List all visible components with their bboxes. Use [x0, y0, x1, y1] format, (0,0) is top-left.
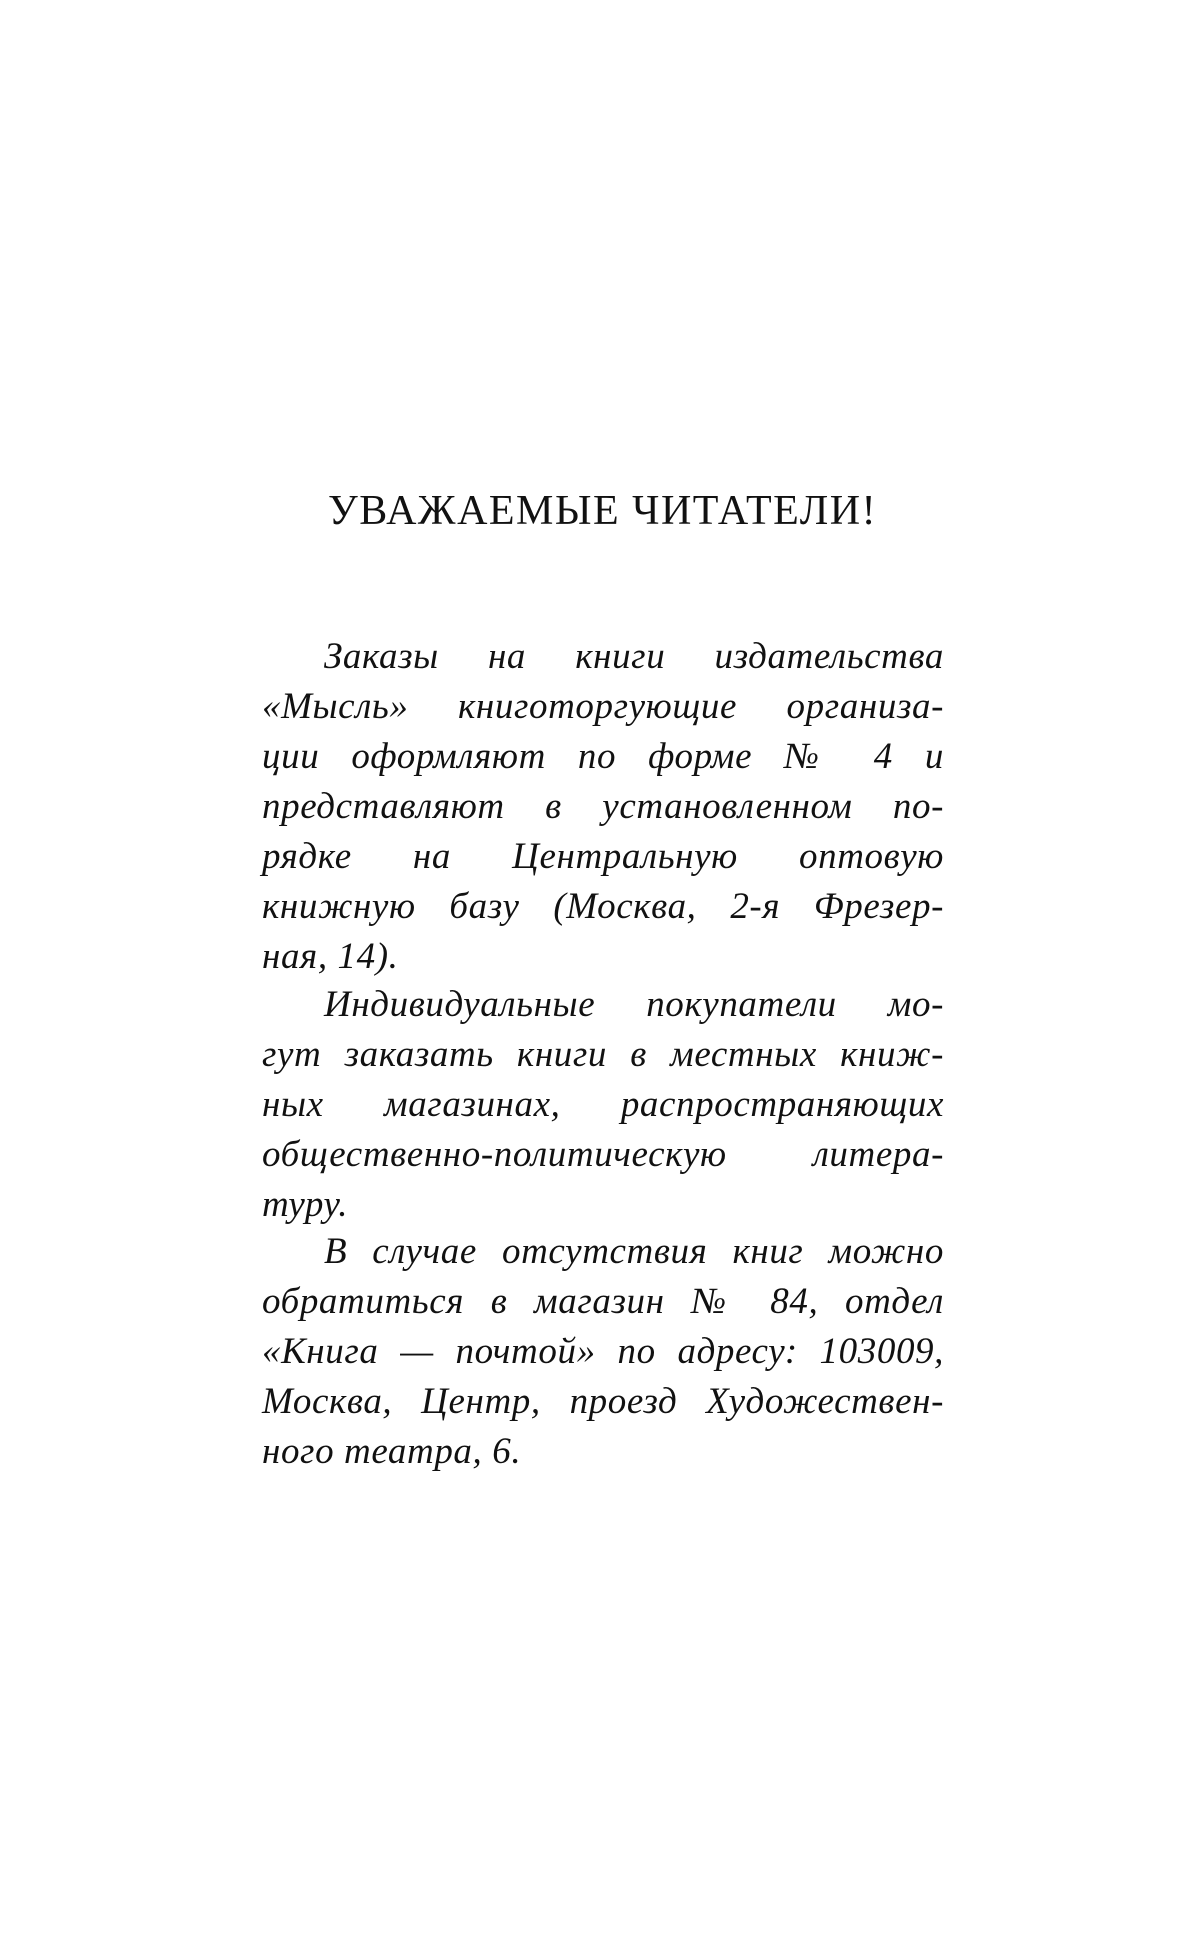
- text-line: Заказы на книги издательства: [324, 636, 944, 677]
- text-line: книжную базу (Москва, 2-я Фрезер-: [262, 886, 944, 927]
- paragraph-individual-buyers: [262, 980, 944, 1230]
- text-line: В случае отсутствия книг можно: [324, 1231, 944, 1272]
- text-line: Индивидуальные покупатели мо-: [324, 984, 944, 1025]
- page-title: УВАЖАЕМЫЕ ЧИТАТЕЛИ!: [328, 488, 878, 534]
- text-line: общественно-политическую литера-: [262, 1134, 944, 1175]
- text-line: представляют в установленном по-: [262, 786, 944, 827]
- text-line: ных магазинах, распространяющих: [262, 1084, 944, 1125]
- text-line: ная, 14).: [262, 936, 399, 977]
- paragraph-ordering-info: [262, 632, 944, 982]
- text-line: гут заказать книги в местных книж-: [262, 1034, 944, 1075]
- text-line: туру.: [262, 1184, 349, 1225]
- text-line: «Книга — почтой» по адресу: 103009,: [262, 1331, 944, 1372]
- text-line: рядке на Центральную оптовую: [262, 836, 944, 877]
- paragraph-mail-order: [262, 1227, 944, 1477]
- text-line: ного театра, 6.: [262, 1431, 522, 1472]
- text-line: «Мысль» книготоргующие организа-: [262, 686, 944, 727]
- text-line: ции оформляют по форме № 4 и: [262, 736, 944, 777]
- text-line: Москва, Центр, проезд Художествен-: [262, 1381, 944, 1422]
- text-line: обратиться в магазин № 84, отдел: [262, 1281, 944, 1322]
